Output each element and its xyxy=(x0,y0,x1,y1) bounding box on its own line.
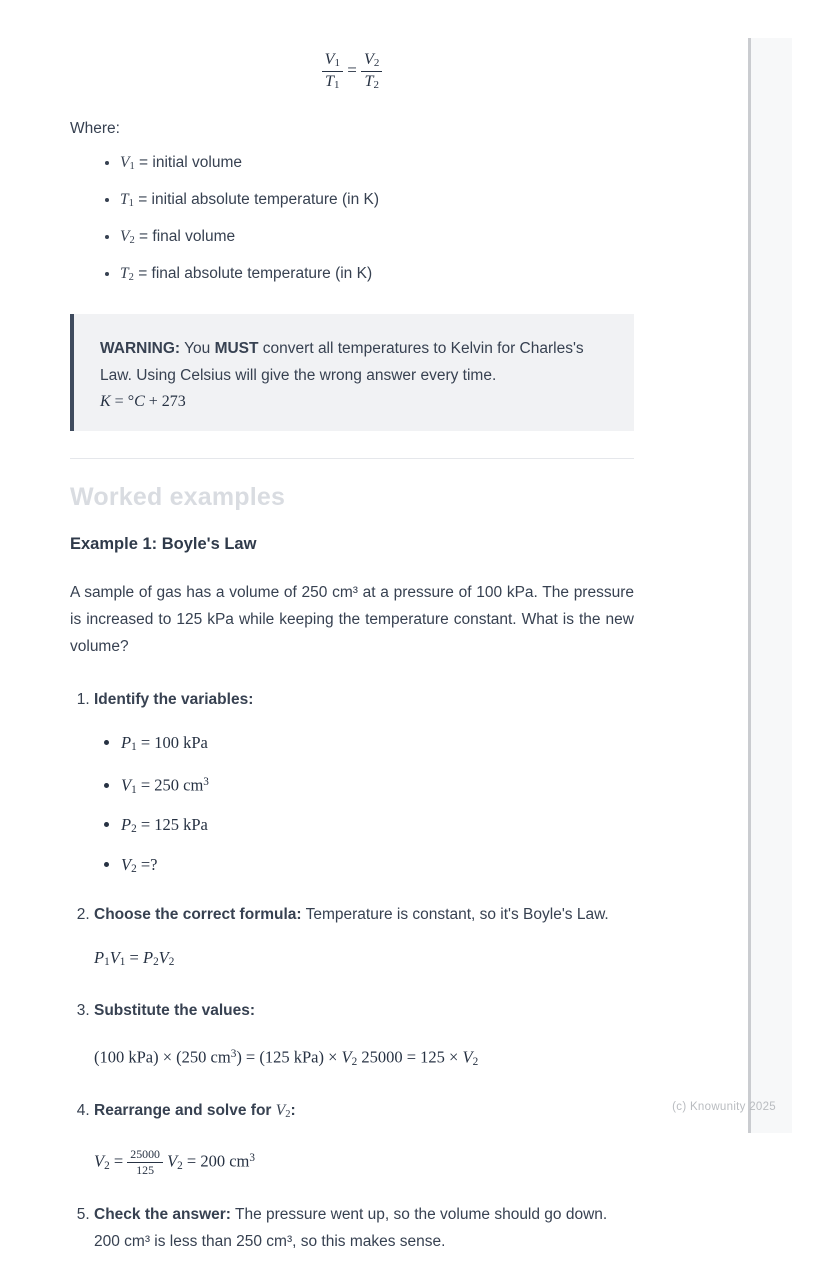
solution-steps-list xyxy=(70,686,634,1255)
step-label: Substitute the values: xyxy=(94,1001,256,1019)
step-rearrange-solve xyxy=(94,1097,634,1179)
substitution-formula: (100 kPa) × (250 $cm^3) = (125$ $kPa) \times V_2$ $25000 = 125 \times V_2$ xyxy=(94,1047,479,1068)
step-label: Identify the variables: xyxy=(94,691,254,709)
variable-item: • $P_2 = 125$ kPa xyxy=(121,815,634,839)
problem-statement: A sample of gas has a volume of 250 cm³ at a pressure of 100 kPa. The pressure is increased to 125 kPa while keeping the temperature constant. What is the new volume? xyxy=(70,584,634,656)
variable-item: • $V_1 = 250$ $cm^3$ xyxy=(121,772,634,800)
step-check-answer xyxy=(94,1201,634,1255)
boyles-law-formula: $P_1V_1 = P_2V_2$ xyxy=(94,947,175,968)
list-item: • $T_2$ = final absolute temperature (in K) xyxy=(120,263,634,288)
warning-callout xyxy=(70,314,634,431)
step-identify-variables xyxy=(94,686,634,879)
section-title-worked-examples: Worked examples xyxy=(70,483,286,512)
warning-text: WARNING: You MUST convert all temperatures to Kelvin for Charles's Law. Using Celsius will give the wrong answer every time. xyxy=(100,340,584,385)
step-substitute-values xyxy=(94,997,634,1075)
step-label: Check the answer: The pressure went up, so the volume should go down. 200 cm³ is less than 250 cm³, so this makes sense. xyxy=(94,1205,608,1250)
where-label: Where: xyxy=(70,119,120,137)
page-footer-watermark: (c) Knowunity 2025 xyxy=(672,1101,776,1113)
step-label: Rearrange and solve for $V_2$: xyxy=(94,1101,296,1120)
step-label: Choose the correct formula: Temperature is constant, so it's Boyle's Law. xyxy=(94,905,609,923)
solution-formula: $V_2$ = $\frac{25000}{125}$ $V_2 = 200$ $cm^3$ xyxy=(94,1147,255,1178)
charles-law-formula: $\frac{V_1}{T_1}$ = $\frac{V_2}{T_2}$ xyxy=(70,50,634,93)
list-item: • $V_1$ = initial volume xyxy=(120,152,634,177)
document-content xyxy=(70,0,634,1277)
variable-item: • $V_2$ =? xyxy=(121,855,634,879)
step-choose-formula xyxy=(94,901,634,975)
variable-item: • $P_1 = 100$ kPa xyxy=(121,733,634,757)
where-list xyxy=(70,152,634,288)
example-1-title: Example 1: Boyle's Law xyxy=(70,535,257,554)
kelvin-conversion-formula: K = °C + 273 xyxy=(100,393,186,411)
list-item: • $V_2$ = final volume xyxy=(120,226,634,251)
section-divider xyxy=(70,458,634,459)
variables-list xyxy=(94,733,634,879)
page-scrollbar[interactable] xyxy=(748,38,792,1133)
list-item: • $T_1$ = initial absolute temperature (in K) xyxy=(120,189,634,214)
